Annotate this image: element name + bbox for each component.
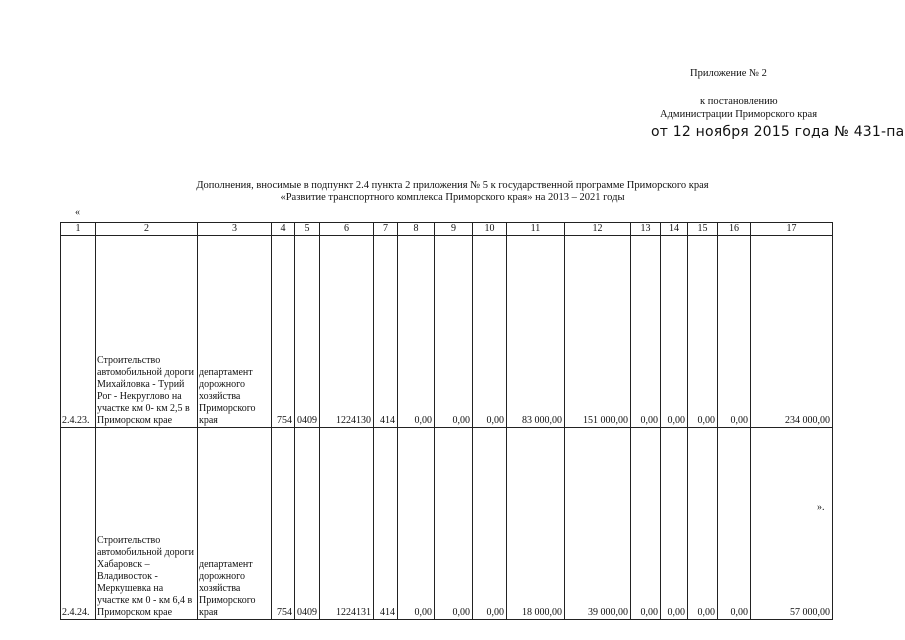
column-header: 13 — [631, 223, 661, 236]
row-cell-9: 0,00 — [435, 236, 473, 428]
column-header: 11 — [507, 223, 565, 236]
row-cell-16: 0,00 — [718, 236, 751, 428]
column-header: 5 — [295, 223, 320, 236]
row-cell-17: 57 000,00 — [751, 428, 833, 620]
row-cell-6: 1224131 — [320, 428, 374, 620]
row-object-name: Строительство автомобильной дороги Михайловка - Турий Рог - Некруглово на участке км 0- км 2,5 в Приморском крае — [96, 236, 198, 428]
row-cell-8: 0,00 — [398, 428, 435, 620]
row-cell-11: 83 000,00 — [507, 236, 565, 428]
column-header: 1 — [61, 223, 96, 236]
column-header: 10 — [473, 223, 507, 236]
row-code: 2.4.24. — [61, 428, 96, 620]
column-header: 7 — [374, 223, 398, 236]
row-cell-12: 151 000,00 — [565, 236, 631, 428]
row-cell-4: 754 — [272, 236, 295, 428]
row-cell-5: 0409 — [295, 428, 320, 620]
row-cell-13: 0,00 — [631, 428, 661, 620]
opening-quote: « — [75, 207, 80, 218]
resolution-label: к постановлению — [700, 96, 778, 107]
administration-label: Администрации Приморского края — [660, 109, 818, 120]
row-cell-15: 0,00 — [688, 428, 718, 620]
additions-table — [60, 222, 833, 620]
row-cell-16: 0,00 — [718, 428, 751, 620]
column-header: 9 — [435, 223, 473, 236]
document-title-line-2: «Развитие транспортного комплекса Приморского края» на 2013 – 2021 годы — [280, 192, 625, 203]
row-cell-15: 0,00 — [688, 236, 718, 428]
appendix-title: Приложение № 2 — [690, 68, 767, 79]
row-cell-7: 414 — [374, 236, 398, 428]
column-header: 12 — [565, 223, 631, 236]
row-cell-13: 0,00 — [631, 236, 661, 428]
table-row — [61, 428, 833, 620]
row-department: департамент дорожного хозяйства Приморского края — [198, 236, 272, 428]
column-header: 14 — [661, 223, 688, 236]
column-header: 3 — [198, 223, 272, 236]
row-cell-17: 234 000,00 — [751, 236, 833, 428]
column-header: 17 — [751, 223, 833, 236]
column-header: 4 — [272, 223, 295, 236]
closing-quote: ». — [817, 502, 825, 513]
row-cell-11: 18 000,00 — [507, 428, 565, 620]
document-title-line-1: Дополнения, вносимые в подпункт 2.4 пункта 2 приложения № 5 к государственной программе Приморского края — [196, 180, 709, 191]
table-header-row — [61, 223, 833, 236]
row-object-name: Строительство автомобильной дороги Хабаровск – Владивосток - Меркушевка на участке км 0 - км 6,4 в Приморском крае — [96, 428, 198, 620]
column-header: 16 — [718, 223, 751, 236]
row-cell-14: 0,00 — [661, 428, 688, 620]
row-cell-14: 0,00 — [661, 236, 688, 428]
row-cell-7: 414 — [374, 428, 398, 620]
row-department: департамент дорожного хозяйства Приморского края — [198, 428, 272, 620]
column-header: 15 — [688, 223, 718, 236]
row-cell-4: 754 — [272, 428, 295, 620]
resolution-date: от 12 ноября 2015 года № 431-па — [651, 124, 905, 140]
row-code: 2.4.23. — [61, 236, 96, 428]
column-header: 2 — [96, 223, 198, 236]
row-cell-6: 1224130 — [320, 236, 374, 428]
row-cell-10: 0,00 — [473, 428, 507, 620]
row-cell-8: 0,00 — [398, 236, 435, 428]
row-cell-5: 0409 — [295, 236, 320, 428]
table-row — [61, 236, 833, 428]
column-header: 8 — [398, 223, 435, 236]
row-cell-12: 39 000,00 — [565, 428, 631, 620]
column-header: 6 — [320, 223, 374, 236]
row-cell-9: 0,00 — [435, 428, 473, 620]
row-cell-10: 0,00 — [473, 236, 507, 428]
